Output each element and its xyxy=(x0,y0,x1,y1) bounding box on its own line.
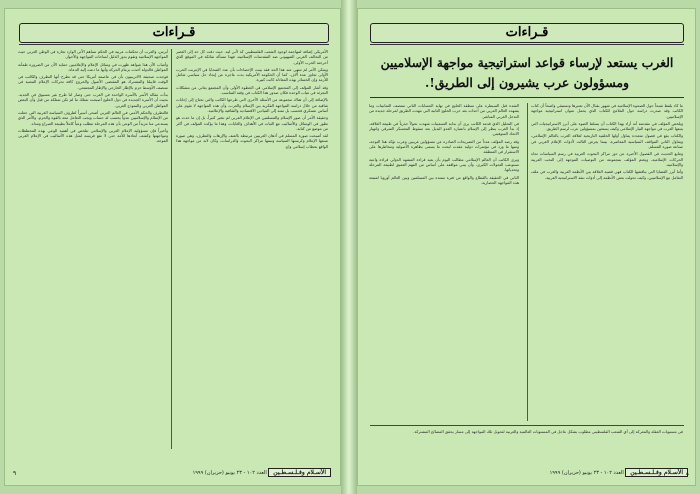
page-number: ٩ xyxy=(13,470,17,477)
article-column-right xyxy=(531,103,683,421)
paragraph: ويلخص المؤلف في مقدمته أنه أراد بهذا الكتاب أن يسلط الضوء على أبرز الاستراتيجيات التي يتبعها الغرب في مواجهة التيار الإسلامي وكيف يستعين بمسؤولين عرب لرسم الطريق. xyxy=(531,120,683,132)
paragraph: وتتابع الحديث في الفصول الأخيرة عن دور مراكز البحوث الغربية في رسم السياسات تجاه الحركات الإسلامية، ويختم المؤلف بمجموعة من التوصيات الموجهة إلى النخب العربية والإسلامية. xyxy=(531,151,683,167)
page-footer xyxy=(13,467,331,479)
paragraph: وأما أبرز القضايا التي يناقشها الكتاب فهي قضية العلاقة بين الأنظمة العربية والغرب في ملف التعامل مع الإسلاميين، وكيف تحولت بعض الأنظمة إلى أدوات تنفذ الاستراتيجية الغربية. xyxy=(531,169,683,180)
paragraph: وحقيقة الأمر أن صور الإسلام والمسلمين في الإعلام الغربي لم تتغير كثيراً، بل إن ما حدث هو تطور في الوسائل والأساليب مع الثبات في الأهداف والغايات، وهذا ما يؤكده المؤلف في أكثر من موضع من كتابه. xyxy=(176,115,328,131)
paragraph: ما كاد يلفظ شبحاً حول الصحوة الإسلامية في شهور بقتال الآن تعتبرها وتستبقي واضحاً أن كتاب الكاتب وقد صدرت دراسة حول الملامح للكتاب الذي يحمل عنوان استراتيجية مواجهة الإسلاميين. xyxy=(531,103,683,119)
article-column-right xyxy=(176,49,328,447)
header-rule xyxy=(370,44,684,45)
section-divider xyxy=(370,425,684,426)
paragraph: والكتاب يقع في فصول متعددة يتناول أولها الخلفية التاريخية لعلاقة الغرب بالعالم الإسلامي، ويتناول الثاني المواقف السياسية المعاصرة، بينما يعرض الثالث لأدوات الإعلام الغربي في صناعة صورة المسلم. xyxy=(531,133,683,150)
left-page xyxy=(4,8,341,486)
section-header: قـراءات xyxy=(19,23,329,43)
article-column-left xyxy=(369,103,519,421)
section-header: قـراءات xyxy=(370,23,684,43)
column-divider xyxy=(171,49,172,449)
paragraph: وقد أشار المؤلف إلى المجتمع الإسلامي في الخطوة الأولى وأن المجتمع يعاني من مشكلات التجزئة في غياب الوحدة فكان صدور هذا الكتاب في وقته المناسب. xyxy=(176,84,328,96)
issue-info: العدد ١٠٢ - ٢٣ يونيو (حزيران) ١٩٩٩ xyxy=(192,470,267,476)
magazine-name: الأسـلام وفـلـسـطـين xyxy=(268,468,331,477)
closing-paragraph xyxy=(369,429,683,463)
paragraph: وأخيراً فإن مسؤولية الإعلام العربي والإسلامي تتلخص في أهمية الوعي بهذه المخططات ومواجهتها وكشف أبعادها للأمة حتى لا تقع فريسة لمثل هذه الأساليب في الإعلام الغربي الموجه. xyxy=(18,127,168,144)
paragraph: أبرس، والعرب أن تحكمات عربية في الحكم تساهم الآتي الوارد تجارة في الوطن العربي حيث المواجهة الإسلامية وتقوم بدور الدليل لساحات المواجهة والأحواز. xyxy=(18,49,168,60)
page-footer xyxy=(368,467,688,479)
paragraph: فوجدت صحيفة لالاتريبيون بأن في عاصمة أمريكا حتى قد تطرح أنها التطرف والكاتب في الوقت قابيلنا والمشترك هو المقتضى الأصول والخروج كافة تحركات الإعلام المعنية في منتصف الأوسط حزم بالإطار الخارجي والإطار المجتمعي. xyxy=(18,74,168,90)
page-number: ٨ xyxy=(685,470,689,477)
issue-info: العدد ١٠٢ - ٢٣ يونيو (حزيران) ١٩٩٩ xyxy=(549,470,624,476)
paragraph: وقد رصد المؤلف عدداً من التصريحات الصادرة عن مسؤولين غربيين وعرب تؤكد هذا التوجه، ومنها ما ورد في مؤتمرات دولية عقدت لبحث ما يسمى بظاهرة الأصولية ومخاطرها على الاستقرار في المنطقة. xyxy=(369,138,519,155)
article-column-left xyxy=(18,49,168,447)
paragraph: في التحليل الذي قدمه الكاتب يرى أن بداية التسعينات شهدت تحولاً جذرياً في طبيعة العلاقة، إذ بدأ الغرب ينظر إلى الإسلام باعتباره العدو البديل بعد سقوط المعسكر الشرقي وانهيار الاتحاد السوفيتي. xyxy=(369,120,519,137)
magazine-name: الأسـلام وفـلـسـطـين xyxy=(625,468,688,477)
paragraph: في مستويات العقلة والمعركة إلى أي الشعب الفلسطيني مطلوب بشكل عاجل في المستويات العالمية والعربية لتحويل تلك المواجهة إلى مسار يحقق المصالح المشتركة. xyxy=(413,429,683,434)
paragraph: ويمكن الأمر لم تنتهي عند هذا الحد فقد بينت الإحصاءات بأن عدد الضحايا في الإنترنت الحرب الأولى تجاوز عدة آلاف، كما أن الحكومة الأمريكية بدت عاجزة عن إيجاد حل سياسي شامل للأزمة وإن الخسائر بهذه المعادلة كانت كبيرة. xyxy=(176,66,328,83)
paragraph: الشدة قبل السيطرة على منطقة الخليج في نهاية الحسابات الثاني منتصف الثمانينات وما يشهده العالم العربي من أحداث بعد حرب الخليج الثانية التي مهدت الطريق لمرحلة جديدة من التدخل الغربي المباشر. xyxy=(369,103,519,119)
headline-rule xyxy=(370,97,684,98)
paragraph: فالتطرف والحكم الأمني في العالم العربي أضحى أسيراً لظروف السياسة الغربية التي جعلت من الإسلام والإسلاميين عدواً يحسب له حساب ويجب التعامل معه بالقوة والحزم، والأمر الذي يستدعي منا مزيداً من الوعي بأن هذه المرحلة تتطلب وعياً كاملاً بطبيعة الصراع ومداه. xyxy=(18,109,168,126)
paragraph: الثاني في الحقيقة بالقطاع والواقع من فترة ممتدة بين المسلمين وبين العالم أوروبا لمتبعة هذه المواجهة الحضارية. xyxy=(369,174,519,185)
paragraph: وأصاب الآن هذا شواهد ظهرت في وسائل الإعلام والإعلاميين حماية الآن من الضرورة طمأنة المواطن فالدولة أخذت بزمام الحركة وأنها ما دعت إليه الدعاة. xyxy=(18,61,168,72)
paragraph: ويرى الكاتب أن العالم الإسلامي مطالب اليوم بأن يعيد قراءة المشهد الدولي قراءة واعية تستوعب التحولات الكبرى، وأن يبني مواقفه على أساس من الفهم العميق لطبيعة المرحلة وتحدياتها. xyxy=(369,156,519,173)
column-divider xyxy=(527,103,528,421)
page-gutter xyxy=(341,0,357,494)
paragraph: بالإضافة إلى أن هناك مجموعة من الأسئلة الأخرى التي طرحها الكاتب والتي تحتاج إلى إجابات شافية من خلال دراسة المواجهة الفكرية بين الإسلام والغرب، وأن هذه المواجهة لا تقوم على أساس عسكري فحسب بل تمتد إلى الميادين الاقتصادية والثقافية والإعلامية. xyxy=(176,97,328,113)
article-headline: الغرب يستعد لإرساء قواعد استراتيجية مواجهة الإسلاميين ومسؤولون عرب يشيرون إلى الطريق!. xyxy=(380,55,674,90)
paragraph: الأمريكي إضافة لمهاجمة لوجود الشعب الفلسطيني كذ لأني ليه. حيث دقت كل حد إلى العصر من التحالف الغربي الصهيوني ضد المقدسات الإسلامية، فهذا مسألة شائكة في الموقع الذي أحرجته الحرب الأولى. xyxy=(176,49,328,65)
paragraph: لقد أصبحت صورة المسلم في أذهان الغربيين مرتبطة بالعنف والإرهاب والتطرف، وهي صورة صنعها الإعلام وكرستها السياسة وتبنتها مراكز البحوث والدراسات، وكان لابد من مواجهة هذا الواقع بخطاب إسلامي واع. xyxy=(176,133,328,149)
header-rule xyxy=(19,44,329,45)
right-page xyxy=(357,8,696,486)
paragraph: بدأت مقالة الأسر بالأسرة الواحدة في الغرب حتى وصار لنا طرح غير مسبوق في الجديد. بحيث أن الأسرة الجديدة في دول الخليج أصبحت تمتلك ما لم تكن تمتلكه من قبل وأن البعض المواطن الغربي والنموذج الغربي. xyxy=(18,92,168,108)
